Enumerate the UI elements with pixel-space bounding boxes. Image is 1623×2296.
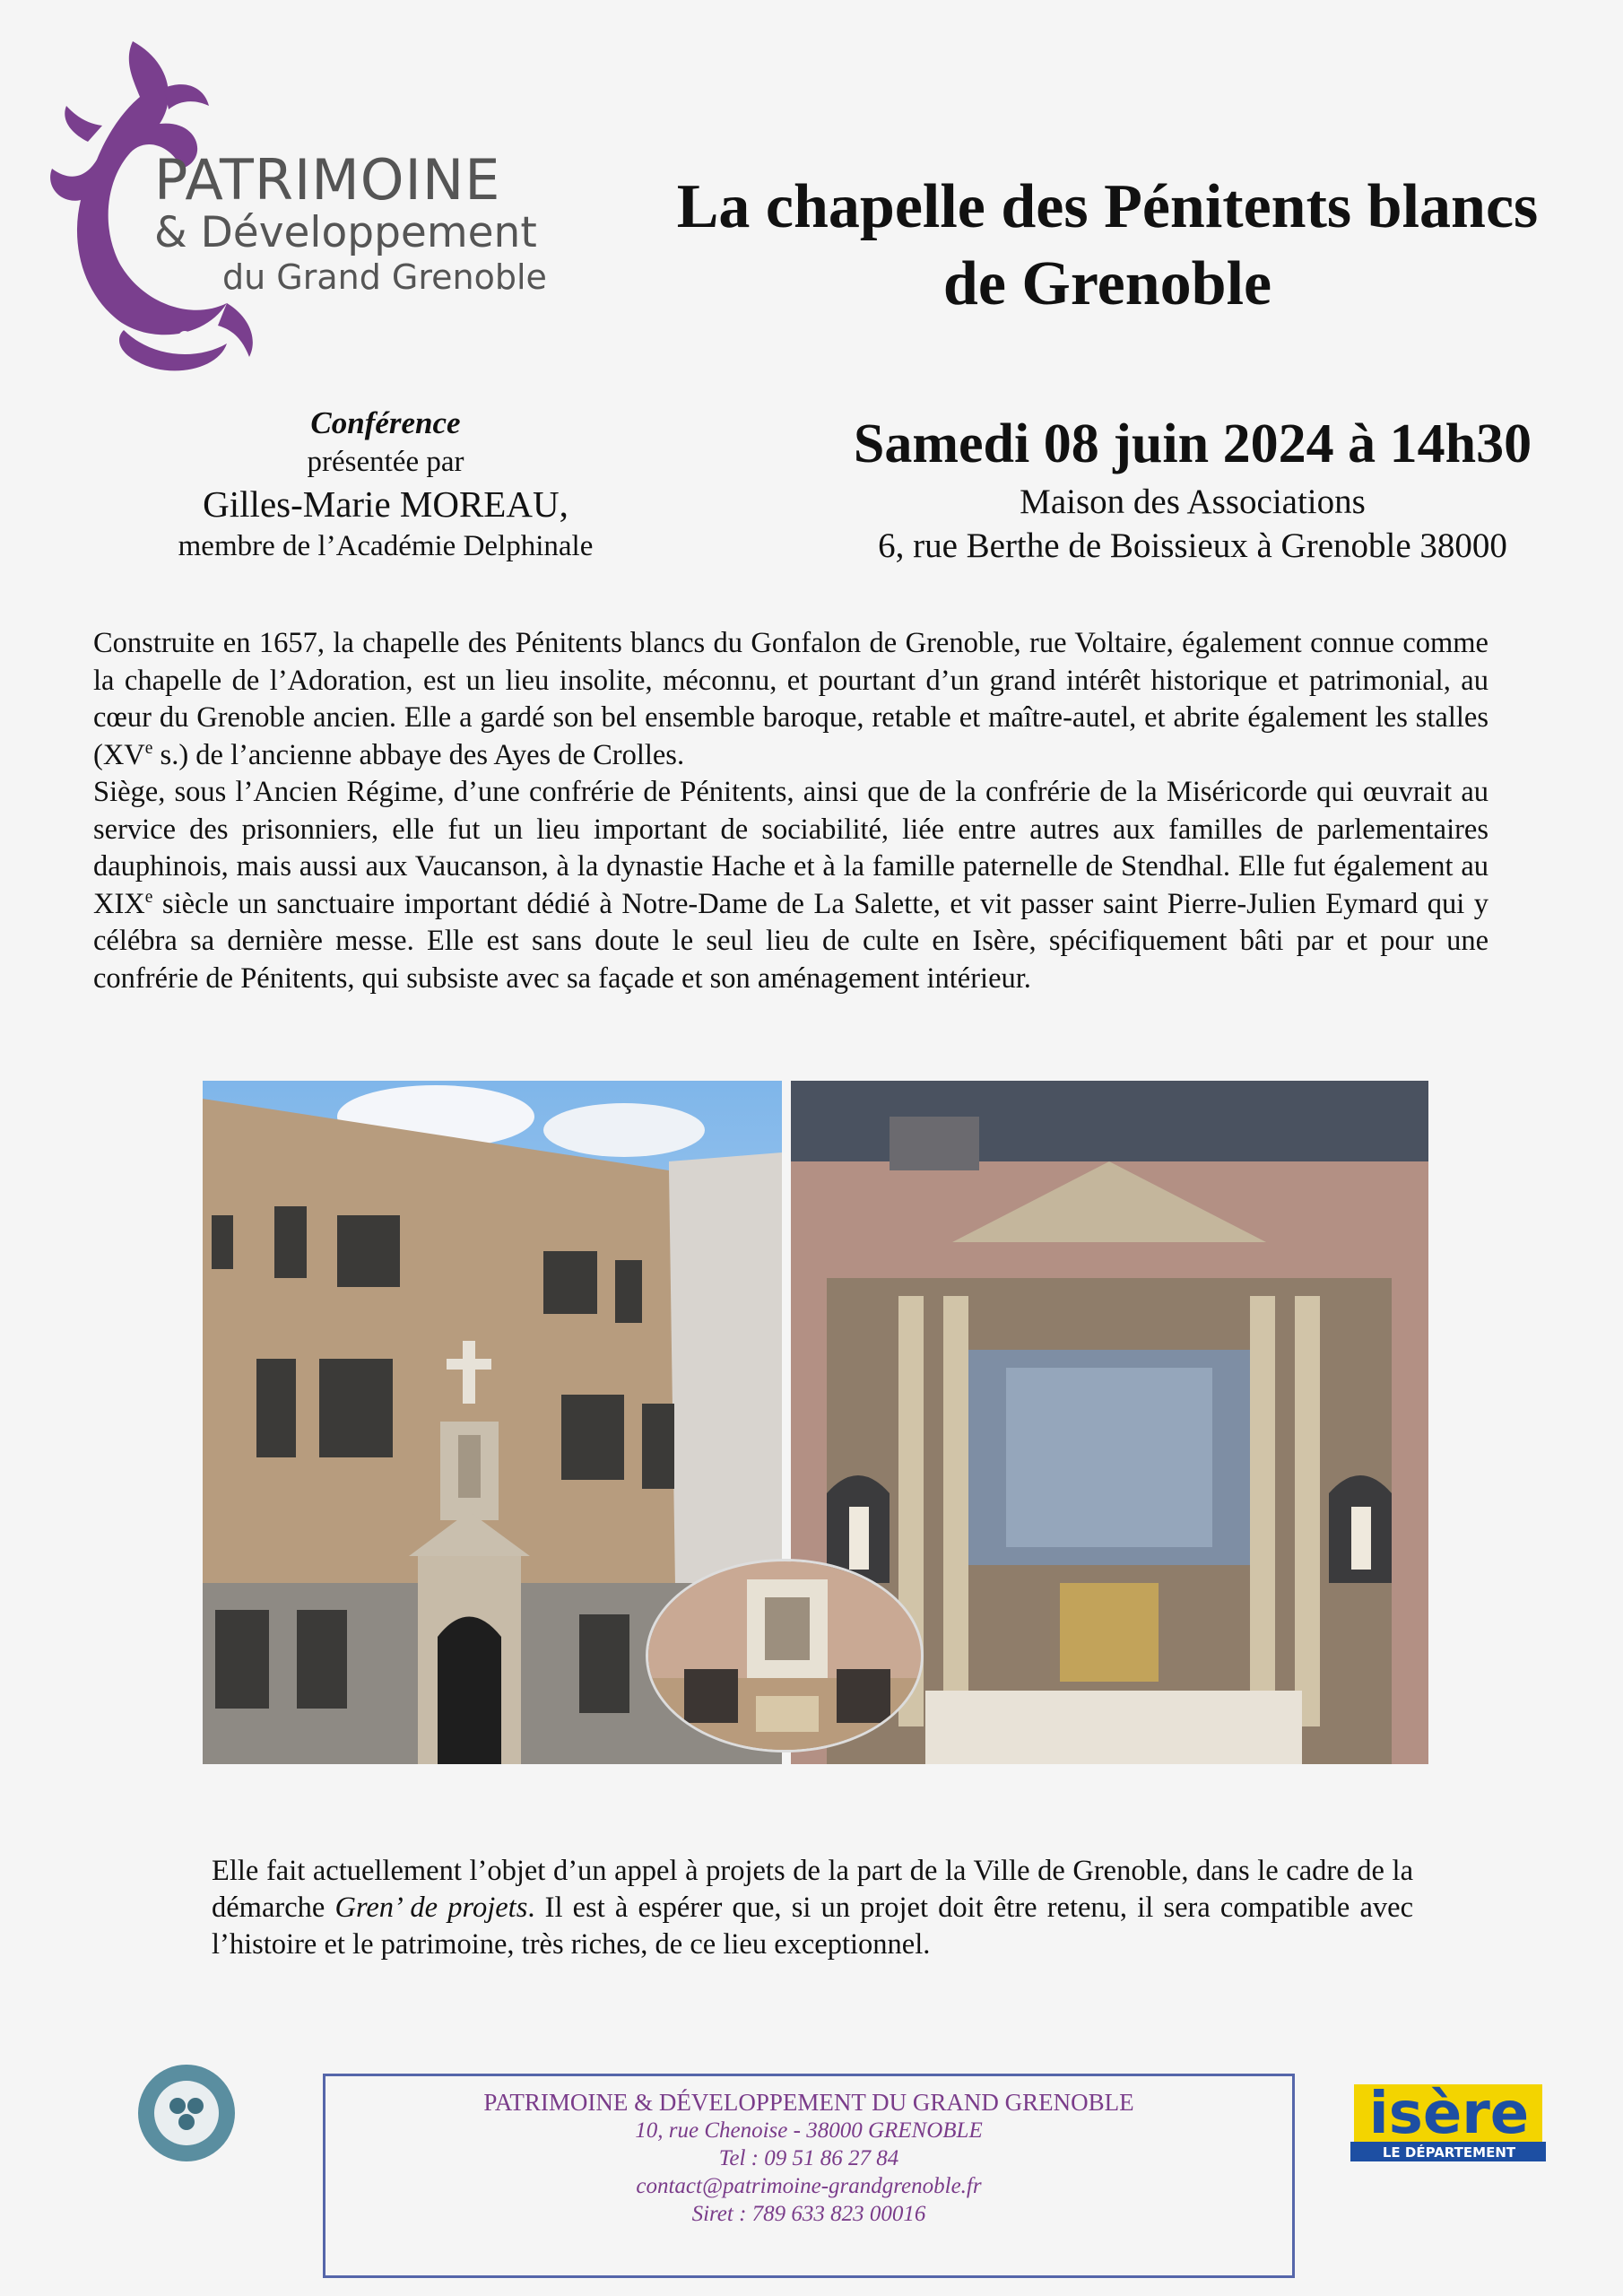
p2-superscript: e xyxy=(144,887,153,907)
presented-by: présentée par xyxy=(307,446,464,478)
logo-line-1: PATRIMOINE xyxy=(154,147,501,213)
logo-line-3: du Grand Grenoble xyxy=(222,257,547,297)
event-venue: Maison des Associations xyxy=(1020,483,1366,521)
speaker-name: Gilles-Marie MOREAU, xyxy=(203,483,568,525)
p2-text-a: Siège, sous l’Ancien Régime, d’une confrérie de Pénitents, ainsi que de la confrérie de la Miséricorde qui œuvrait au service des prisonniers, elle fut un lieu important de sociabilité, liée entre autres aux familles de parlementaires dauphinois, mais aussi aux Vaucanson, à la dynastie Hache et à la famille paternelle de Stendhal. Elle fut également au XIX xyxy=(93,776,1488,920)
description-paragraph-1 xyxy=(93,625,1488,774)
isere-department-logo xyxy=(1350,2079,1548,2161)
footer-org-name: PATRIMOINE & DÉVELOPPEMENT DU GRAND GRENOBLE xyxy=(483,2089,1134,2116)
closing-text-b: . Il est à espérer que, si un projet doit être retenu, il sera compatible avec l’histoire et le patrimoine, très riches, de ce lieu exceptionnel. xyxy=(212,1892,1413,1961)
isere-word: isère xyxy=(1368,2081,1530,2147)
footer-siret: Siret : 789 633 823 00016 xyxy=(691,2202,926,2226)
program-name: Gren’ de projets xyxy=(334,1892,528,1924)
footer-email[interactable]: contact@patrimoine-grandgrenoble.fr xyxy=(636,2174,982,2198)
page-title xyxy=(628,169,1587,323)
description-text xyxy=(93,625,1488,997)
speaker-affiliation: membre de l’Académie Delphinale xyxy=(178,530,594,562)
event-info xyxy=(699,408,1623,568)
logo-wordmark xyxy=(154,147,547,298)
conference-info xyxy=(135,404,637,565)
p2-text-b: siècle un sanctuaire important dédié à Notre-Dame de La Salette, et vit passer saint Pierre-Julien Eymard qui y célébra sa dernière messe. Elle est sans doute le seul lieu de culte en Isère, spécifiquement bâti par et pour une confrérie de Pénitents, qui subsiste avec sa façade et son aménagement intérieur. xyxy=(93,887,1488,995)
p1-superscript: e xyxy=(144,738,153,758)
footer-address: 10, rue Chenoise - 38000 GRENOBLE xyxy=(635,2118,983,2143)
ville-de-grenoble-seal xyxy=(136,2063,237,2163)
title-line-2: de Grenoble xyxy=(942,249,1272,318)
title-line-1: La chapelle des Pénitents blancs xyxy=(676,172,1539,241)
isere-logo-icon xyxy=(1350,2079,1548,2161)
closing-text-a: Elle fait actuellement l’objet d’un appel à projets de la part de la Ville de Grenoble, dans le cadre de la démarche xyxy=(212,1855,1413,1924)
chapel-interior-inset-photo xyxy=(646,1559,924,1752)
footer-phone: Tel : 09 51 86 27 84 xyxy=(718,2146,899,2170)
p1-text-a: Construite en 1657, la chapelle des Pénitents blancs du Gonfalon de Grenoble, rue Voltaire, également connue comme la chapelle de l’Adoration, est un lieu insolite, méconnu, et pourtant d’un grand intérêt historique et patrimonial, au cœur du Grenoble ancien. Elle a gardé son bel ensemble baroque, retable et maître-autel, et abrite également les stalles (XV xyxy=(93,627,1488,771)
event-date: Samedi 08 juin 2024 à 14h30 xyxy=(853,413,1532,474)
city-seal-icon xyxy=(136,2063,237,2163)
p1-text-b: s.) de l’ancienne abbaye des Ayes de Crolles. xyxy=(152,738,685,771)
description-paragraph-2 xyxy=(93,774,1488,997)
isere-tagline: LE DÉPARTEMENT xyxy=(1382,2144,1516,2161)
event-address: 6, rue Berthe de Boissieux à Grenoble 38000 xyxy=(878,526,1507,565)
conference-label: Conférence xyxy=(310,405,461,440)
logo-line-2: & Développement xyxy=(154,208,537,257)
footer-contact-box xyxy=(323,2074,1295,2278)
closing-text xyxy=(212,1853,1413,1963)
